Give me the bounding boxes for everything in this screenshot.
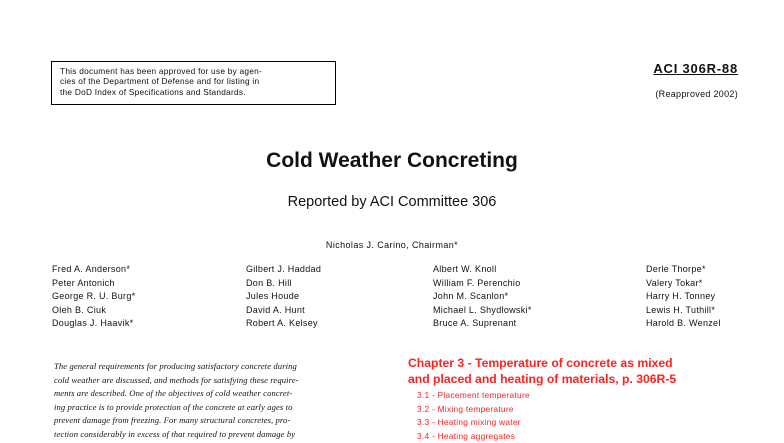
page-title: Cold Weather Concreting bbox=[266, 149, 518, 172]
member-name: Gilbert J. Haddad bbox=[246, 264, 322, 274]
member-column-2 bbox=[246, 263, 321, 331]
notice-line: This document has been approved for use by agen- bbox=[60, 66, 263, 76]
toc-section-link[interactable]: 3.1 - Placement temperature bbox=[417, 390, 530, 400]
member-name: William F. Perenchio bbox=[433, 277, 521, 288]
toc-section-list bbox=[417, 389, 530, 443]
abstract-line: cold weather are discussed, and methods for satisfying these require- bbox=[54, 374, 299, 385]
toc-section-link[interactable]: 3.4 - Heating aggregates bbox=[417, 430, 516, 441]
member-name: George R. U. Burg* bbox=[52, 291, 136, 302]
member-name: Fred A. Anderson* bbox=[52, 264, 131, 274]
member-name: Robert A. Kelsey bbox=[246, 318, 318, 329]
abstract-line: The general requirements for producing satisfactory concrete during bbox=[54, 361, 297, 371]
abstract-text bbox=[54, 360, 380, 442]
member-column-4 bbox=[646, 263, 721, 331]
toc-chapter-3-link[interactable] bbox=[408, 356, 676, 387]
toc-section-link[interactable]: 3.3 - Heating mixing water bbox=[417, 417, 521, 428]
toc-chapter-line[interactable]: and placed and heating of materials, p. 306R-5 bbox=[408, 371, 677, 386]
page-subtitle: Reported by ACI Committee 306 bbox=[287, 194, 497, 210]
member-name: Don B. Hill bbox=[246, 277, 292, 288]
abstract-line: ing practice is to provide protection of the concrete at early ages to bbox=[54, 401, 293, 412]
committee-chairman: Nicholas J. Carino, Chairman* bbox=[325, 240, 459, 250]
member-name: Albert W. Knoll bbox=[433, 264, 497, 274]
notice-line: the DoD Index of Specifications and Standards. bbox=[60, 86, 246, 97]
member-name: Derle Thorpe* bbox=[646, 264, 706, 274]
abstract-line: tection considerably in excess of that required to prevent damage by bbox=[54, 428, 296, 439]
member-name: Lewis H. Tuthill* bbox=[646, 304, 716, 315]
abstract-line: prevent damage from freezing. For many structural concretes, pro- bbox=[54, 415, 291, 426]
member-name: Peter Antonich bbox=[52, 277, 115, 288]
member-name: Bruce A. Suprenant bbox=[433, 318, 517, 329]
member-name: Michael L. Shydlowski* bbox=[433, 304, 532, 315]
member-name: Harold B. Wenzel bbox=[646, 318, 721, 329]
approval-notice-box bbox=[51, 61, 336, 105]
member-column-1 bbox=[52, 263, 135, 331]
reapproved-date: (Reapproved 2002) bbox=[655, 89, 738, 99]
member-name: Harry H. Tonney bbox=[646, 291, 716, 302]
member-name: David A. Hunt bbox=[246, 304, 305, 315]
toc-chapter-line[interactable]: Chapter 3 - Temperature of concrete as mixed bbox=[408, 356, 673, 370]
abstract-line: ments are described. One of the objectives of cold weather concret- bbox=[54, 388, 293, 399]
toc-section-link[interactable]: 3.2 - Mixing temperature bbox=[417, 403, 514, 414]
document-number: ACI 306R-88 bbox=[653, 61, 738, 76]
notice-line: cies of the Department of Defense and for listing in bbox=[60, 76, 260, 87]
member-name: Jules Houde bbox=[246, 291, 300, 302]
member-name: Oleh B. Ciuk bbox=[52, 304, 107, 315]
member-name: John M. Scanlon* bbox=[433, 291, 509, 302]
member-name: Douglas J. Haavik* bbox=[52, 318, 134, 329]
member-name: Valery Tokar* bbox=[646, 277, 703, 288]
member-column-3 bbox=[433, 263, 532, 331]
